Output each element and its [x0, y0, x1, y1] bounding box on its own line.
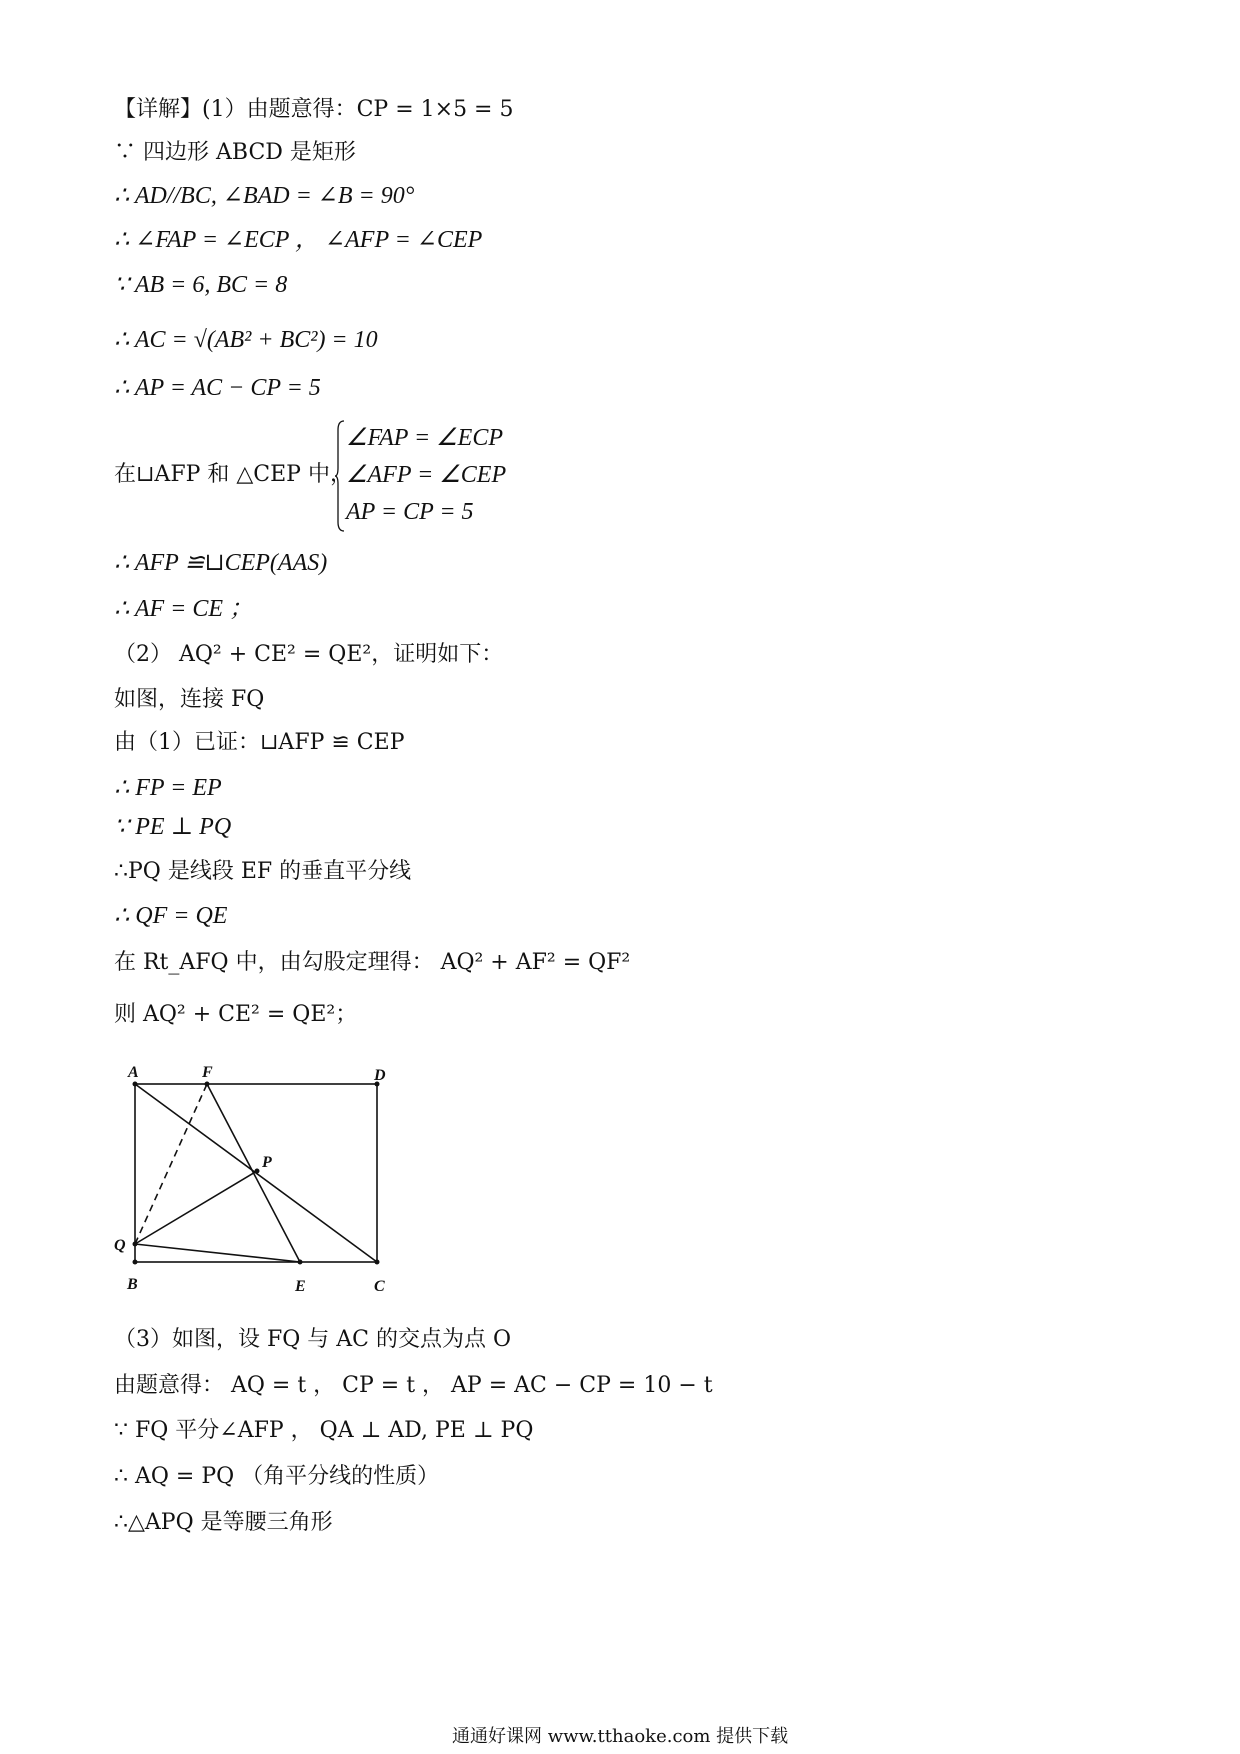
- text-line: （3）如图，设 FQ 与 AC 的交点为点 O: [114, 1327, 512, 1352]
- text-line: ∴ QF = QE: [114, 903, 228, 929]
- label-a: A: [128, 1064, 139, 1081]
- label-f: F: [202, 1064, 213, 1081]
- label-p: P: [262, 1154, 272, 1171]
- text-line: ∴ AP = AC − CP = 5: [114, 375, 321, 401]
- system-row: AP = CP = 5: [346, 499, 474, 525]
- label-c: C: [374, 1278, 385, 1295]
- text-line: ∴ FP = EP: [114, 775, 222, 801]
- label-q: Q: [114, 1237, 126, 1254]
- text-line: ∵ FQ 平分∠AFP ， QA ⊥ AD, PE ⊥ PQ: [114, 1418, 534, 1443]
- label-e: E: [295, 1278, 306, 1295]
- text-line: ∴ AFP ≌⊔CEP(AAS): [114, 550, 328, 576]
- text-line: ∴ ∠FAP = ∠ECP ， ∠AFP = ∠CEP: [114, 227, 483, 253]
- text-line: （2） AQ² + CE² = QE²，证明如下：: [114, 642, 504, 667]
- page-footer: 通通好课网 www.tthaoke.com 提供下载: [452, 1726, 789, 1747]
- text-line: 则 AQ² + CE² = QE²；: [114, 1002, 358, 1027]
- text-line: ∴ AD//BC, ∠BAD = ∠B = 90°: [114, 183, 415, 209]
- text-line: ∵ PE ⊥ PQ: [114, 814, 232, 840]
- text-line: ∴PQ 是线段 EF 的垂直平分线: [114, 859, 412, 884]
- equation-system: [346, 420, 506, 531]
- text-line: ∴△APQ 是等腰三角形: [114, 1510, 333, 1535]
- text-line: 在 Rt_AFQ 中，由勾股定理得： AQ² + AF² = QF²: [114, 950, 631, 975]
- text-line: 如图，连接 FQ: [114, 687, 265, 712]
- text-line: ∴ AF = CE ；: [114, 596, 254, 622]
- text-line: ∵ AB = 6, BC = 8: [114, 272, 288, 298]
- label-b: B: [127, 1276, 138, 1293]
- system-row: ∠AFP = ∠CEP: [346, 462, 507, 488]
- system-row: ∠FAP = ∠ECP: [346, 425, 504, 451]
- brace-symbol: [335, 420, 345, 532]
- label-d: D: [374, 1067, 386, 1084]
- text-line: ∴ AQ = PQ （角平分线的性质）: [114, 1464, 440, 1489]
- text-line: 由（1）已证：⊔AFP ≌ CEP: [114, 730, 405, 755]
- text-line: ∴ AC = √(AB² + BC²) = 10: [114, 327, 378, 353]
- text-line: ∵ 四边形 ABCD 是矩形: [114, 140, 356, 165]
- text-line: 由题意得： AQ = t ， CP = t ， AP = AC − CP = 10 − t: [114, 1373, 713, 1398]
- geometry-figure: [112, 1058, 402, 1303]
- text-line: 在⊔AFP 和 △CEP 中，: [114, 462, 352, 487]
- text-line: 【详解】(1）由题意得：CP = 1×5 = 5: [114, 97, 514, 122]
